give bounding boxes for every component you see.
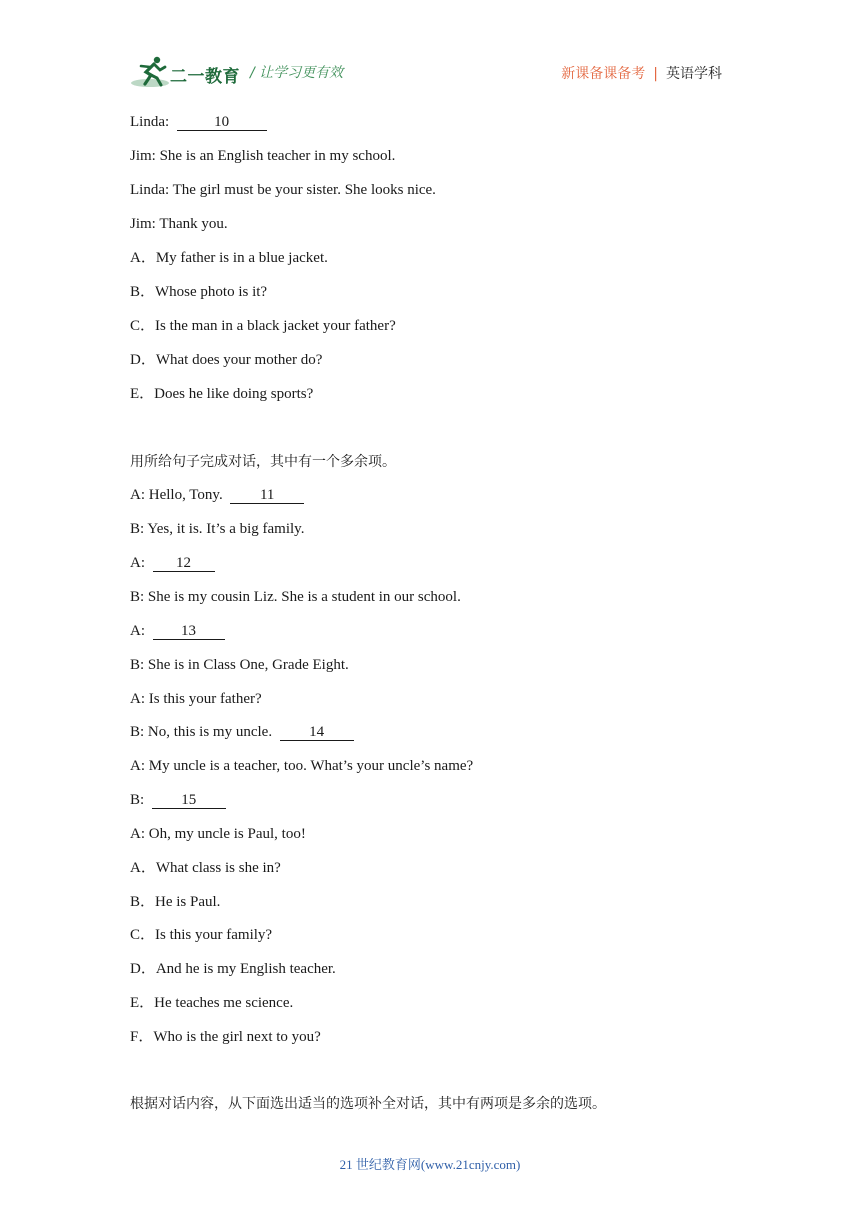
dialog-text: A: <box>130 555 145 571</box>
option-item: D．And he is my English teacher. <box>130 961 336 977</box>
option-item: F．Who is the girl next to you? <box>130 1029 321 1045</box>
dialog-line: B: She is my cousin Liz. She is a student in our school. <box>130 589 461 605</box>
dialog-text: A: Hello, Tony. <box>130 487 223 503</box>
answer-blank: 10 <box>177 114 267 131</box>
dialog-text: B: No, this is my uncle. <box>130 724 273 740</box>
logo <box>130 54 242 90</box>
option-item: E．Does he like doing sports? <box>130 386 314 402</box>
option-item: A．My father is in a blue jacket. <box>130 250 328 266</box>
dialog-text: B: <box>130 792 145 808</box>
dialog-line: A: My uncle is a teacher, too. What’s your uncle’s name? <box>130 758 474 774</box>
option-item: C．Is the man in a black jacket your father? <box>130 318 396 334</box>
dialog-line <box>130 790 226 810</box>
option-item: B．Whose photo is it? <box>130 284 268 300</box>
dialog-line: Jim: Thank you. <box>130 216 228 232</box>
dialog-line <box>130 112 267 132</box>
tag-course: 新课备课备考 <box>561 66 646 82</box>
tag-subject: 英语学科 <box>666 66 722 82</box>
dialog-line <box>130 722 354 742</box>
dialog-line: A: Oh, my uncle is Paul, too! <box>130 826 306 842</box>
page-footer: 21 世纪教育网(www.21cnjy.com) <box>339 1157 521 1172</box>
page-header <box>130 54 730 94</box>
dialog-line: B: She is in Class One, Grade Eight. <box>130 657 349 673</box>
section-instruction: 根据对话内容，从下面选出适当的选项补全对话，其中有两项是多余的选项。 <box>130 1096 606 1112</box>
dialog-line <box>130 485 304 505</box>
answer-blank: 11 <box>230 487 304 504</box>
answer-blank: 12 <box>153 555 215 572</box>
answer-blank: 13 <box>153 623 225 640</box>
dialog-line <box>130 553 215 573</box>
slogan: / 让学习更有效 <box>250 65 344 81</box>
option-item: D．What does your mother do? <box>130 352 323 368</box>
runner-icon <box>130 54 170 90</box>
tag-separator: | <box>653 66 658 82</box>
logo-text: 二一教育 <box>170 67 240 87</box>
dialog-line: Linda: The girl must be your sister. She looks nice. <box>130 182 436 198</box>
dialog-text: A: <box>130 623 145 639</box>
option-item: C．Is this your family? <box>130 927 273 943</box>
dialog-line <box>130 621 225 641</box>
dialog-line: B: Yes, it is. It’s a big family. <box>130 521 305 537</box>
dialog-line: Jim: She is an English teacher in my school. <box>130 148 396 164</box>
option-item: B．He is Paul. <box>130 894 221 910</box>
answer-blank: 14 <box>280 724 354 741</box>
speaker-text: Linda: <box>130 114 170 130</box>
dialog-line: A: Is this your father? <box>130 691 262 707</box>
option-item: E．He teaches me science. <box>130 995 294 1011</box>
answer-blank: 15 <box>152 792 226 809</box>
section-instruction: 用所给句子完成对话，其中有一个多余项。 <box>130 454 396 470</box>
header-tags <box>561 63 722 83</box>
option-item: A．What class is she in? <box>130 860 281 876</box>
